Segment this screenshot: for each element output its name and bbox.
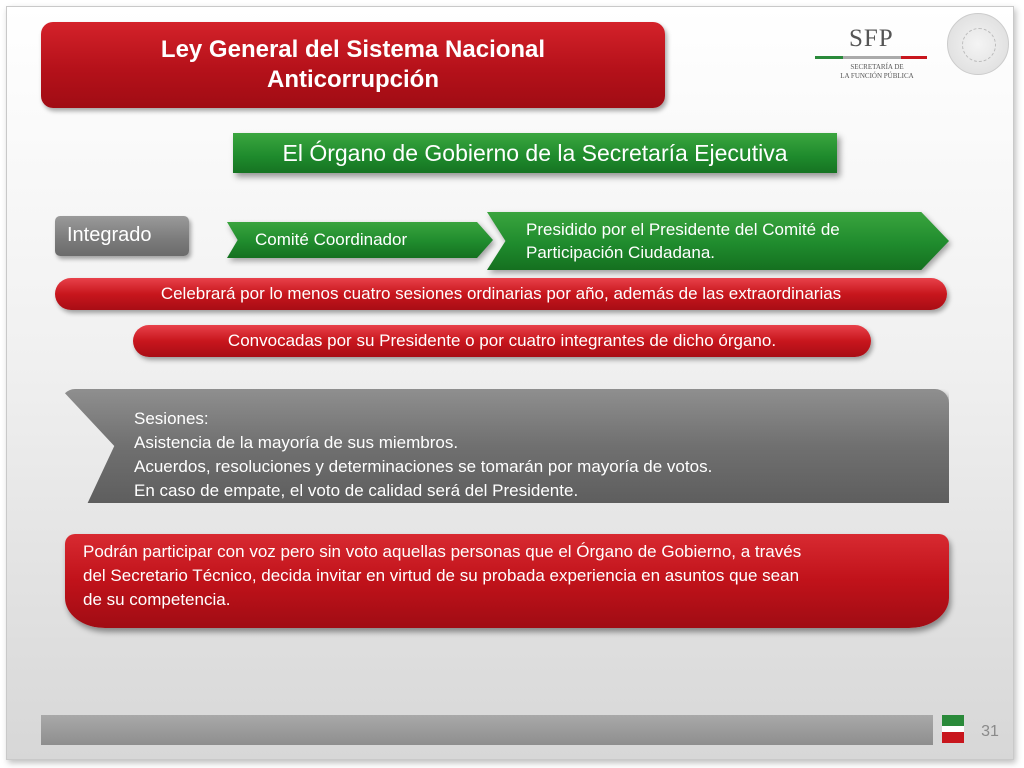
- national-seal-icon: [947, 13, 1009, 75]
- sfp-logo-text: SFP: [849, 25, 894, 52]
- page-number: 31: [981, 723, 999, 740]
- participation-line: del Secretario Técnico, decida invitar en virtud de su probada experiencia en asuntos que sean: [83, 566, 800, 585]
- slide: [6, 6, 1014, 760]
- sessions-line: Asistencia de la mayoría de sus miembros.: [134, 433, 459, 452]
- sessions-frequency-pill: Celebrará por lo menos cuatro sesiones ordinarias por año, además de las extraordinarias: [55, 278, 947, 310]
- sfp-logo: [815, 25, 935, 83]
- presidido-text: [526, 218, 926, 264]
- sessions-line: Acuerdos, resoluciones y determinaciones se tomarán por mayoría de votos.: [134, 457, 713, 476]
- presidido-arrow: [487, 212, 949, 270]
- logo-subtitle-line-1: SECRETARÍA DE: [850, 63, 904, 71]
- participation-line: Podrán participar con voz pero sin voto aquellas personas que el Órgano de Gobierno, a través: [83, 542, 802, 561]
- comite-coordinador-arrow: [227, 222, 493, 258]
- logo-subtitle: [821, 63, 933, 81]
- participation-line: de su competencia.: [83, 590, 231, 609]
- flag-green-icon: [942, 715, 964, 726]
- logo-subtitle-line-2: LA FUNCIÓN PÚBLICA: [840, 72, 914, 80]
- title-banner: [41, 22, 665, 108]
- presidido-line-2: Participación Ciudadana.: [526, 243, 716, 262]
- logo-gray-stripe: [843, 56, 901, 59]
- presidido-line-1: Presidido por el Presidente del Comité de: [526, 220, 840, 239]
- comite-coordinador-text: Comité Coordinador: [255, 230, 408, 249]
- sessions-heading: Sesiones:: [134, 409, 209, 428]
- seal-center: [962, 28, 996, 62]
- section-subtitle: El Órgano de Gobierno de la Secretaría Ejecutiva: [233, 133, 837, 173]
- convened-by-pill: Convocadas por su Presidente o por cuatro integrantes de dicho órgano.: [133, 325, 871, 357]
- logo-red-stripe: [901, 56, 927, 59]
- footer-bar: [41, 715, 933, 745]
- participation-text: [83, 540, 943, 612]
- logo-green-stripe: [815, 56, 843, 59]
- integrado-label: Integrado: [55, 216, 189, 256]
- sessions-line: En caso de empate, el voto de calidad será del Presidente.: [134, 481, 579, 500]
- sessions-text: [134, 407, 934, 503]
- flag-red-icon: [942, 732, 964, 743]
- title-line-2: Anticorrupción: [267, 66, 439, 93]
- title-line-1: Ley General del Sistema Nacional: [160, 36, 546, 63]
